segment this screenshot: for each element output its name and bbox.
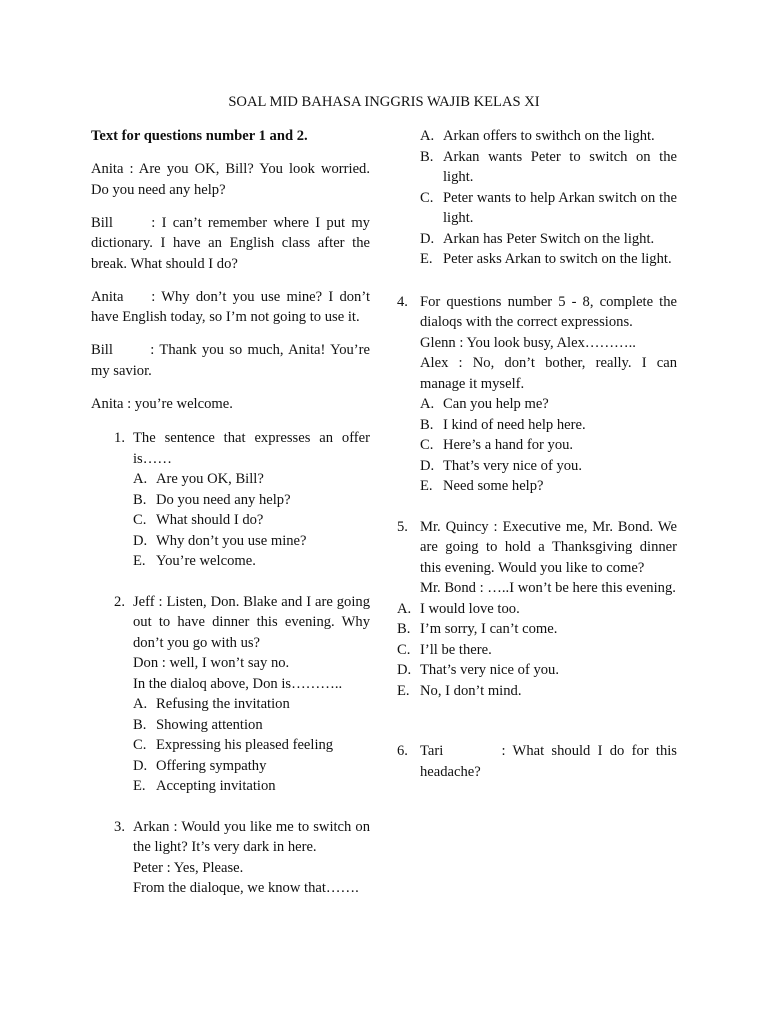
question-line: For questions number 5 - 8, complete the dialoqs with the correct expressions. (420, 293, 677, 330)
question-body (420, 292, 677, 497)
dialog-text: you’re welcome. (134, 395, 233, 412)
page-title: SOAL MID BAHASA INGGRIS WAJIB KELAS XI (228, 94, 540, 110)
answer-option[interactable] (420, 147, 677, 188)
option-letter: B. (420, 416, 434, 433)
question-number: 6. (397, 743, 408, 759)
option-letter: E. (420, 251, 433, 267)
question-body (133, 428, 370, 572)
question-body (420, 517, 677, 599)
option-letter: B. (133, 716, 147, 733)
question-number: 5. (397, 518, 408, 535)
option-letter: B. (397, 621, 411, 637)
answer-option[interactable] (420, 415, 677, 436)
option-text: Offering sympathy (156, 757, 267, 774)
question-number: 1. (114, 430, 125, 446)
option-text: Refusing the invitation (156, 696, 290, 712)
question-line: Alex : No, don’t bother, really. I can manage it myself. (420, 355, 677, 392)
answer-option[interactable] (420, 435, 677, 456)
answer-option[interactable] (133, 490, 370, 511)
option-letter: D. (420, 230, 435, 247)
question-line: Arkan : Would you like me to switch on the light? It’s very dark in here. (133, 818, 370, 855)
option-letter: A. (420, 396, 435, 412)
option-text: I’ll be there. (420, 641, 492, 658)
answer-option[interactable] (397, 619, 677, 640)
dialog-text: Are you OK, Bill? You look worried. Do you need any help? (91, 161, 371, 198)
question-text: The sentence that expresses an offer is…… (133, 430, 370, 467)
intro-heading: Text for questions number 1 and 2. (91, 128, 308, 144)
answer-option[interactable] (397, 660, 677, 681)
question-line: In the dialoq above, Don is……….. (133, 675, 343, 692)
question-number: 3. (114, 818, 125, 835)
dialog-speaker: Bill (91, 214, 113, 231)
option-letter: C. (133, 737, 147, 753)
question-2 (114, 592, 370, 797)
option-letter: D. (133, 532, 148, 549)
answer-option[interactable] (420, 249, 677, 270)
option-letter: E. (133, 553, 146, 569)
answer-option[interactable] (397, 640, 677, 661)
question-body (133, 592, 370, 797)
answer-option[interactable] (133, 469, 370, 490)
option-text: Arkan offers to swithch on the light. (443, 128, 655, 144)
dialog-speaker: Anita (91, 288, 124, 305)
option-letter: B. (420, 148, 434, 165)
option-letter: A. (420, 128, 435, 144)
option-text: Here’s a hand for you. (443, 437, 574, 453)
question-line: Tari : What should I do for this headache? (420, 743, 681, 780)
option-letter: D. (133, 757, 148, 774)
option-text: Arkan has Peter Switch on the light. (443, 230, 655, 247)
option-letter: D. (420, 457, 435, 474)
option-text: Showing attention (156, 716, 263, 733)
question-number: 2. (114, 593, 125, 610)
option-letter: A. (397, 600, 412, 617)
answer-option[interactable] (133, 756, 370, 777)
question-5 (397, 517, 677, 702)
option-text: No, I don’t mind. (420, 682, 522, 699)
question-line: Jeff : Listen, Don. Blake and I are going out to have dinner this evening. Why don’t you go with us? (133, 593, 370, 651)
answer-option[interactable] (420, 188, 677, 229)
option-text: What should I do? (156, 512, 264, 528)
question-number: 4. (397, 293, 408, 310)
answer-option[interactable] (420, 229, 677, 250)
option-text: Peter asks Arkan to switch on the light. (443, 251, 672, 267)
dialog-separator: : (145, 288, 162, 305)
option-text: I kind of need help here. (443, 416, 586, 433)
dialog-line (91, 394, 370, 415)
option-text: Are you OK, Bill? (156, 471, 264, 487)
option-text: Arkan wants Peter to switch on the light. (443, 148, 677, 185)
question-1 (114, 428, 370, 572)
dialog-separator: : (123, 395, 135, 412)
dialog-separator: : (145, 214, 162, 231)
option-text: I’m sorry, I can’t come. (420, 621, 558, 637)
option-text: Need some help? (443, 478, 544, 494)
question-4 (397, 292, 677, 497)
question-body (133, 817, 370, 899)
option-text: Do you need any help? (156, 491, 291, 508)
answer-option[interactable] (133, 735, 370, 756)
option-letter: A. (133, 696, 148, 712)
question-line: Mr. Bond : …..I won’t be here this evening. (420, 580, 676, 596)
question-body (420, 741, 681, 782)
answer-option[interactable] (420, 476, 677, 497)
dialog-line (91, 340, 370, 381)
option-letter: C. (420, 189, 434, 206)
answer-option[interactable] (397, 599, 677, 620)
dialog-speaker: Anita (91, 395, 124, 412)
dialog-line (91, 159, 370, 200)
question-stem (397, 517, 677, 599)
answer-option[interactable] (397, 681, 677, 702)
question-line: Don : well, I won’t say no. (133, 655, 290, 671)
option-text: I would love too. (420, 600, 520, 617)
question-line: Glenn : You look busy, Alex……….. (420, 334, 636, 351)
option-text: Expressing his pleased feeling (156, 737, 334, 753)
option-letter: C. (133, 512, 147, 528)
option-text: Peter wants to help Arkan switch on the light. (443, 189, 677, 226)
question-line: Mr. Quincy : Executive me, Mr. Bond. We are going to hold a Thanksgiving dinner this evening. Would you like to come? (420, 518, 677, 576)
question-3-options (420, 126, 677, 270)
question-6 (397, 741, 681, 782)
option-letter: A. (133, 471, 148, 487)
answer-option[interactable] (420, 394, 677, 415)
option-letter: E. (397, 682, 410, 699)
answer-option[interactable] (133, 510, 370, 531)
question-line: From the dialoque, we know that……. (133, 880, 359, 896)
right-column (397, 126, 681, 782)
left-column (91, 126, 370, 899)
option-letter: E. (420, 478, 433, 494)
question-line: Peter : Yes, Please. (133, 859, 244, 876)
option-letter: D. (397, 662, 412, 678)
option-letter: C. (397, 641, 411, 658)
option-text: You’re welcome. (156, 553, 256, 569)
option-text: Why don’t you use mine? (156, 532, 307, 549)
option-text: Accepting invitation (156, 778, 276, 794)
answer-option[interactable] (133, 551, 370, 572)
answer-option[interactable] (133, 694, 370, 715)
answer-option[interactable] (420, 456, 677, 477)
question-3 (114, 817, 370, 899)
answer-option[interactable] (133, 531, 370, 552)
option-letter: E. (133, 778, 146, 794)
answer-option[interactable] (133, 715, 370, 736)
dialog-separator: : (123, 161, 139, 177)
dialog-separator: : (145, 342, 160, 358)
option-text: Can you help me? (443, 396, 549, 412)
answer-option[interactable] (133, 776, 370, 797)
dialog-text: I can’t remember where I put my dictionary. I have an English class after the break. What should I do? (91, 214, 370, 272)
dialog-text: Thank you so much, Anita! You’re my savior. (91, 342, 370, 379)
answer-option[interactable] (420, 126, 677, 147)
dialog-speaker: Bill (91, 342, 113, 358)
dialog-speaker: Anita (91, 161, 124, 177)
dialog-line (91, 287, 370, 328)
option-letter: C. (420, 437, 434, 453)
dialog-line (91, 213, 370, 275)
option-text: That’s very nice of you. (443, 457, 583, 474)
option-text: That’s very nice of you. (420, 662, 560, 678)
dialog-text: Why don’t you use mine? I don’t have English today, so I’m not going to use it. (91, 288, 370, 325)
option-letter: B. (133, 491, 147, 508)
